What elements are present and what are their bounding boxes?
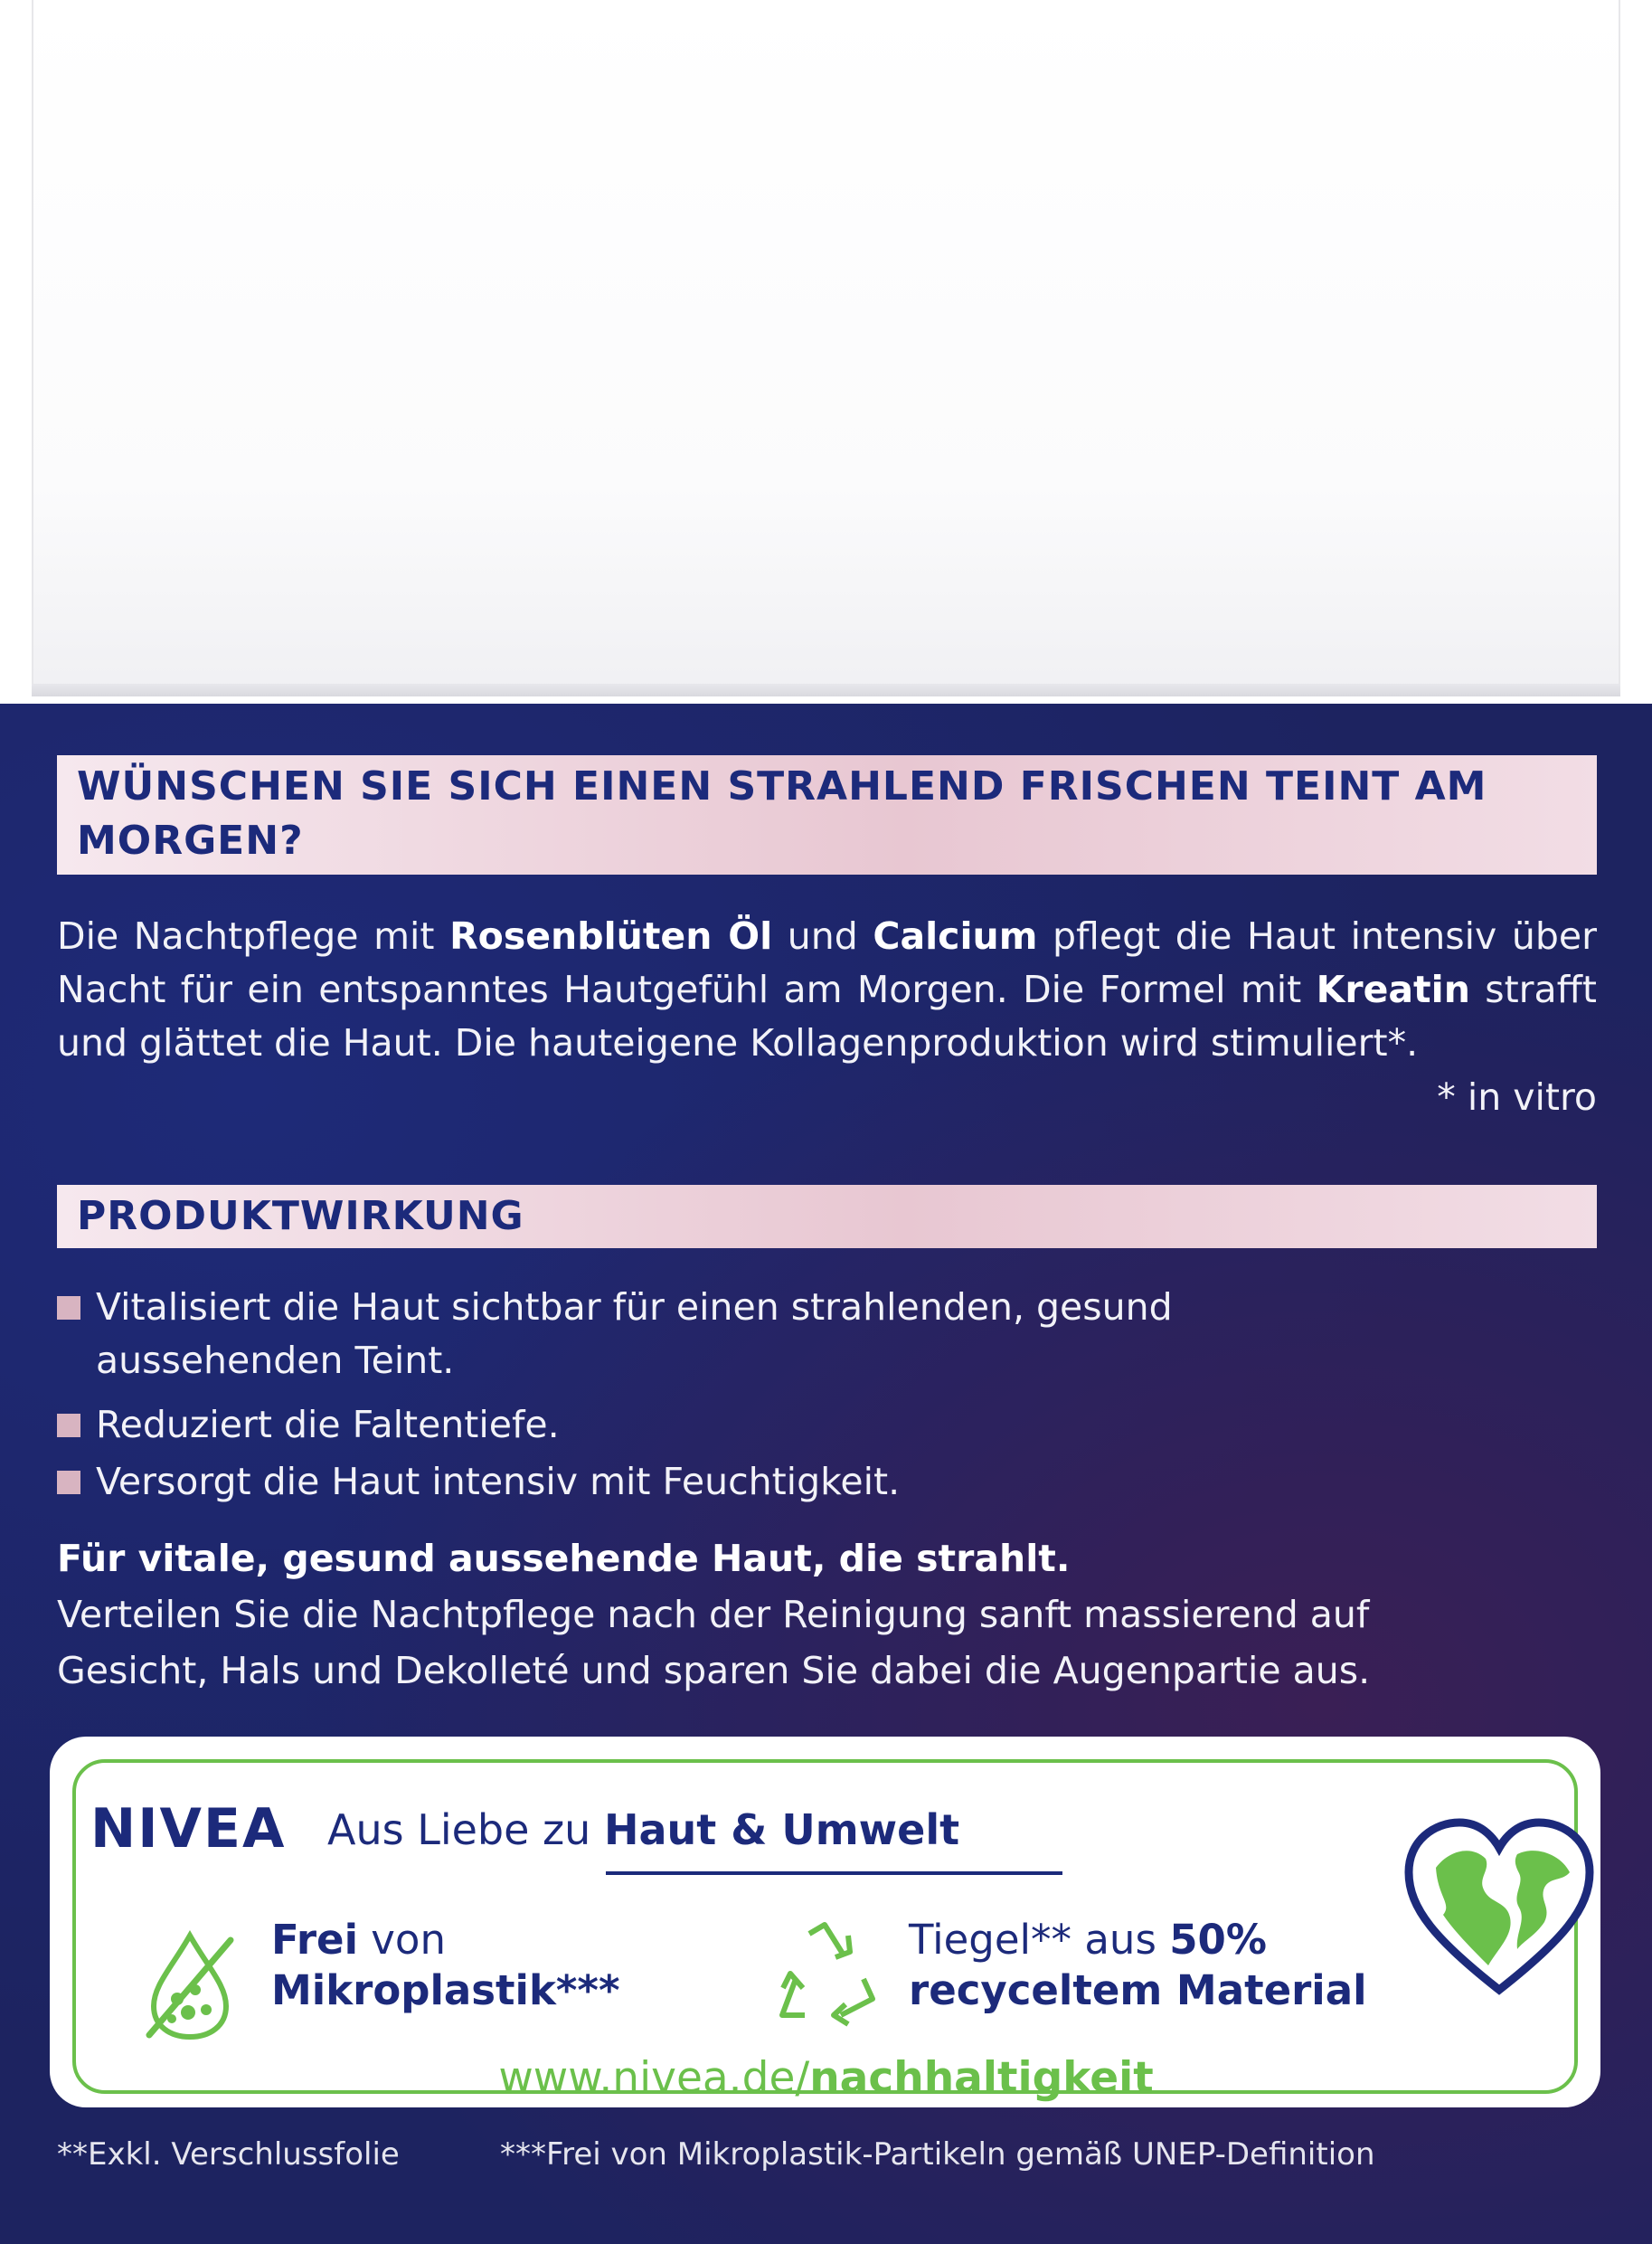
feature-microplastic-line1: [271, 1915, 446, 1965]
bullet-text: Reduziert die Faltentiefe.: [96, 1403, 560, 1446]
url-path: nachhaltigkeit: [809, 2053, 1154, 2103]
bullet-text: Versorgt die Haut intensiv mit Feuchtigkeit.: [96, 1460, 901, 1503]
intro-bold-rose-oil: Rosenblüten Öl: [449, 914, 773, 958]
slogan-bold: Haut & Umwelt: [603, 1805, 960, 1854]
intro-paragraph: [57, 910, 1597, 1070]
intro-text-1: Die Nachtpflege mit: [57, 914, 450, 958]
bullet-square-icon: [57, 1296, 80, 1320]
globe-heart-icon: [1400, 1813, 1599, 2003]
intro-text-2: und: [772, 914, 873, 958]
footnote-right: ***Frei von Mikroplastik-Partikeln gemäß UNEP-Definition: [500, 2136, 1375, 2173]
in-vitro-note: * in vitro: [1437, 1075, 1597, 1119]
usage-line-2: Gesicht, Hals und Dekolleté und sparen Sie dabei die Augenpartie aus.: [57, 1649, 1371, 1692]
feature-recycled-line2: recyceltem Material: [909, 1966, 1367, 2014]
jar-lid: [32, 0, 1620, 696]
produktwirkung-strip: [57, 1185, 1597, 1248]
feature-frei: Frei: [271, 1916, 358, 1964]
feature-microplastic-line2: Mikroplastik***: [271, 1966, 620, 2014]
bullet-text-cont: aussehenden Teint.: [96, 1339, 455, 1382]
list-item: [57, 1281, 1413, 1389]
intro-text-3: pflegt die Haut intensiv über Nacht für ein entspanntes Hautgefühl am Morgen. Die Formel mit: [57, 914, 1597, 1011]
headline-line-2: MORGEN?: [77, 818, 304, 864]
sustainability-url[interactable]: [0, 2053, 1652, 2103]
footnotes: [57, 2136, 1597, 2173]
lid-edge: [32, 684, 1620, 696]
bullet-square-icon: [57, 1414, 80, 1437]
footnote-left: **Exkl. Verschlussfolie: [57, 2136, 400, 2173]
list-item: [57, 1398, 1413, 1453]
recycle-icon: [769, 1916, 886, 2029]
headline-strip: [57, 755, 1597, 875]
feature-recycled-line1: [909, 1915, 1267, 1965]
feature-percent: 50%: [1169, 1916, 1267, 1964]
usage-line-1: Verteilen Sie die Nachtpflege nach der Reinigung sanft massierend auf: [57, 1593, 1370, 1636]
slogan: [327, 1805, 959, 1854]
list-item: [57, 1455, 1413, 1510]
usage-headline: Für vitale, gesund aussehende Haut, die strahlt.: [57, 1537, 1071, 1580]
bullet-text: Vitalisiert die Haut sichtbar für einen strahlenden, gesund: [96, 1285, 1173, 1329]
headline-line-1: WÜNSCHEN SIE SICH EINEN STRAHLEND FRISCHEN TEINT AM: [77, 763, 1487, 810]
feature-von: von: [358, 1916, 446, 1964]
url-domain: www.nivea.de/: [498, 2053, 810, 2103]
intro-bold-kreatin: Kreatin: [1316, 968, 1470, 1011]
slogan-underline: [606, 1871, 1062, 1875]
bullet-square-icon: [57, 1471, 80, 1494]
slogan-regular: Aus Liebe zu: [327, 1805, 604, 1854]
droplet-crossed-icon: [136, 1927, 244, 2044]
nivea-logo: NIVEA: [90, 1797, 287, 1861]
intro-bold-calcium: Calcium: [873, 914, 1038, 958]
produktwirkung-title: PRODUKTWIRKUNG: [77, 1193, 524, 1239]
intro-text-4: strafft und glättet die Haut. Die hauteigene Kollagenproduktion wird stimuliert*.: [57, 968, 1597, 1065]
feature-tiegel: Tiegel** aus: [909, 1916, 1170, 1964]
